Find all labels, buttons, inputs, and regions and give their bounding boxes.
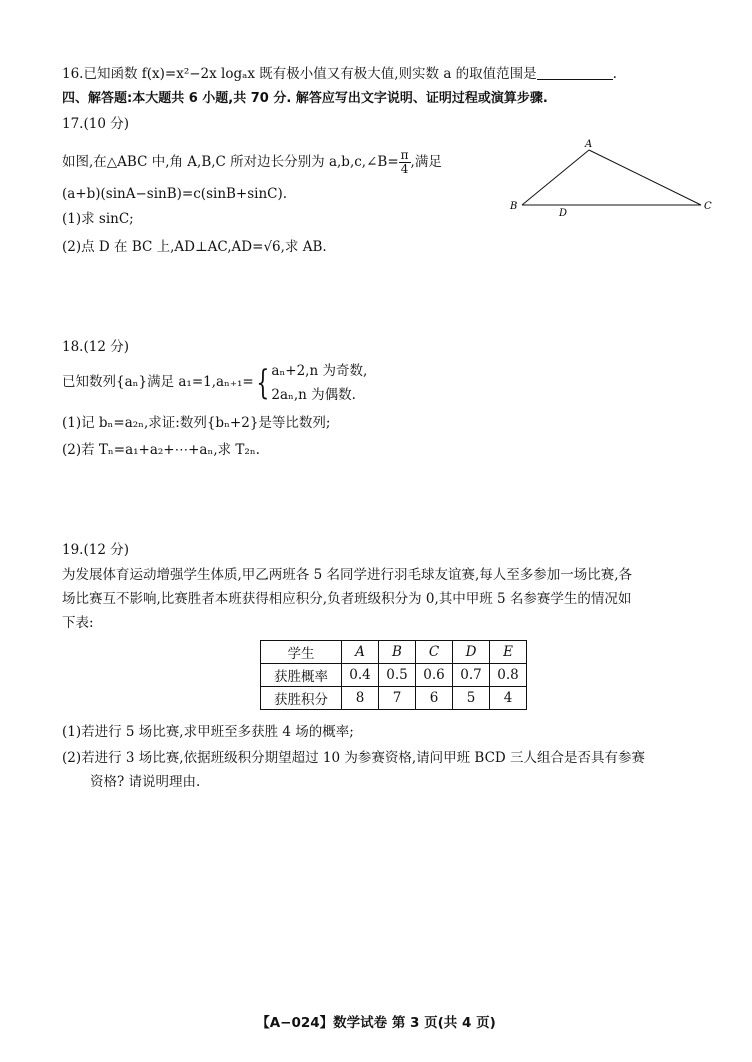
table-cell: 6 xyxy=(416,687,453,710)
table-cell: 0.4 xyxy=(342,664,379,687)
table-cell: 0.8 xyxy=(490,664,527,687)
pi-over-4-fraction xyxy=(399,149,411,176)
question-18-part1: (1)记 bₙ=a₂ₙ,求证:数列{bₙ+2}是等比数列; xyxy=(62,415,331,431)
table-cell: 获胜积分 xyxy=(261,687,342,710)
side-ac xyxy=(589,150,701,205)
table-header-cell: B xyxy=(379,641,416,664)
question-19-para-line1: 为发展体育运动增强学生体质,甲乙两班各 5 名同学进行羽毛球友谊赛,每人至多参加一场比赛,各 xyxy=(62,567,633,583)
question-17-part1: (1)求 sinC; xyxy=(62,211,134,227)
question-17-header: 17.(10 分) xyxy=(62,116,129,132)
question-17-line2: (a+b)(sinA−sinB)=c(sinB+sinC). xyxy=(62,186,288,202)
table-row xyxy=(261,687,527,710)
question-19-part2-line2: 资格? 请说明理由. xyxy=(90,774,201,790)
question-17-line1-end: ,满足 xyxy=(410,154,442,170)
answer-blank[interactable] xyxy=(537,65,613,80)
piecewise-cases xyxy=(271,359,367,407)
table-cell: 0.7 xyxy=(453,664,490,687)
question-18-part2: (2)若 Tₙ=a₁+a₂+⋯+aₙ,求 T₂ₙ. xyxy=(62,442,260,458)
table-cell: 8 xyxy=(342,687,379,710)
question-19-part1: (1)若进行 5 场比赛,求甲班至多获胜 4 场的概率; xyxy=(62,724,354,740)
table-row xyxy=(261,664,527,687)
question-18-line1 xyxy=(62,358,367,406)
question-17-line1-text: 如图,在△ABC 中,角 A,B,C 所对边长分别为 a,b,c,∠B= xyxy=(62,154,399,170)
case-odd: aₙ+2,n 为奇数, xyxy=(271,362,368,379)
table-cell: 7 xyxy=(379,687,416,710)
brace-symbol: { xyxy=(256,362,270,403)
section-title: 四、解答题:本大题共 6 小题,共 70 分. 解答应写出文字说明、证明过程或演算步骤. xyxy=(62,91,548,106)
vertex-c-label: C xyxy=(704,201,712,212)
table-cell: 获胜概率 xyxy=(261,664,342,687)
table-header-cell: C xyxy=(416,641,453,664)
triangle-figure xyxy=(505,137,720,222)
vertex-b-label: B xyxy=(510,201,518,212)
fraction-numerator: π xyxy=(400,148,409,162)
table-header-cell: A xyxy=(342,641,379,664)
question-19-part2-line1: (2)若进行 3 场比赛,依据班级积分期望超过 10 为参赛资格,请问甲班 BCD 三人组合是否具有参赛 xyxy=(62,750,646,766)
table-header-row xyxy=(261,641,527,664)
question-19-para-line3: 下表: xyxy=(62,615,94,631)
question-18-line1-text: 已知数列{aₙ}满足 a₁=1,aₙ₊₁= xyxy=(62,374,254,390)
table-header-cell: 学生 xyxy=(261,641,342,664)
question-17-line1 xyxy=(62,148,442,176)
vertex-a-label: A xyxy=(585,139,593,150)
question-17-part2: (2)点 D 在 BC 上,AD⊥AC,AD=√6,求 AB. xyxy=(62,239,327,255)
question-19-header: 19.(12 分) xyxy=(62,542,129,558)
question-16-end: . xyxy=(612,66,617,82)
fraction-denominator: 4 xyxy=(400,162,409,176)
table-header-cell: D xyxy=(453,641,490,664)
table-cell: 0.5 xyxy=(379,664,416,687)
question-16 xyxy=(62,64,617,84)
question-19-para-line2: 场比赛互不影响,比赛胜者本班获得相应积分,负者班级积分为 0,其中甲班 5 名参赛学生的情况如 xyxy=(62,591,632,607)
page-footer: 【A−024】数学试卷 第 3 页(共 4 页) xyxy=(256,1015,496,1031)
side-ab xyxy=(522,150,589,205)
table-cell: 0.6 xyxy=(416,664,453,687)
table-cell: 4 xyxy=(490,687,527,710)
student-table xyxy=(260,640,527,710)
question-18-header: 18.(12 分) xyxy=(62,339,129,355)
point-d-label: D xyxy=(559,208,568,219)
question-16-text: 16.已知函数 f(x)=x²−2x logₐx 既有极小值又有极大值,则实数 a 的取值范围是 xyxy=(62,66,537,82)
table-cell: 5 xyxy=(453,687,490,710)
table-header-cell: E xyxy=(490,641,527,664)
case-even: 2aₙ,n 为偶数. xyxy=(271,386,356,403)
